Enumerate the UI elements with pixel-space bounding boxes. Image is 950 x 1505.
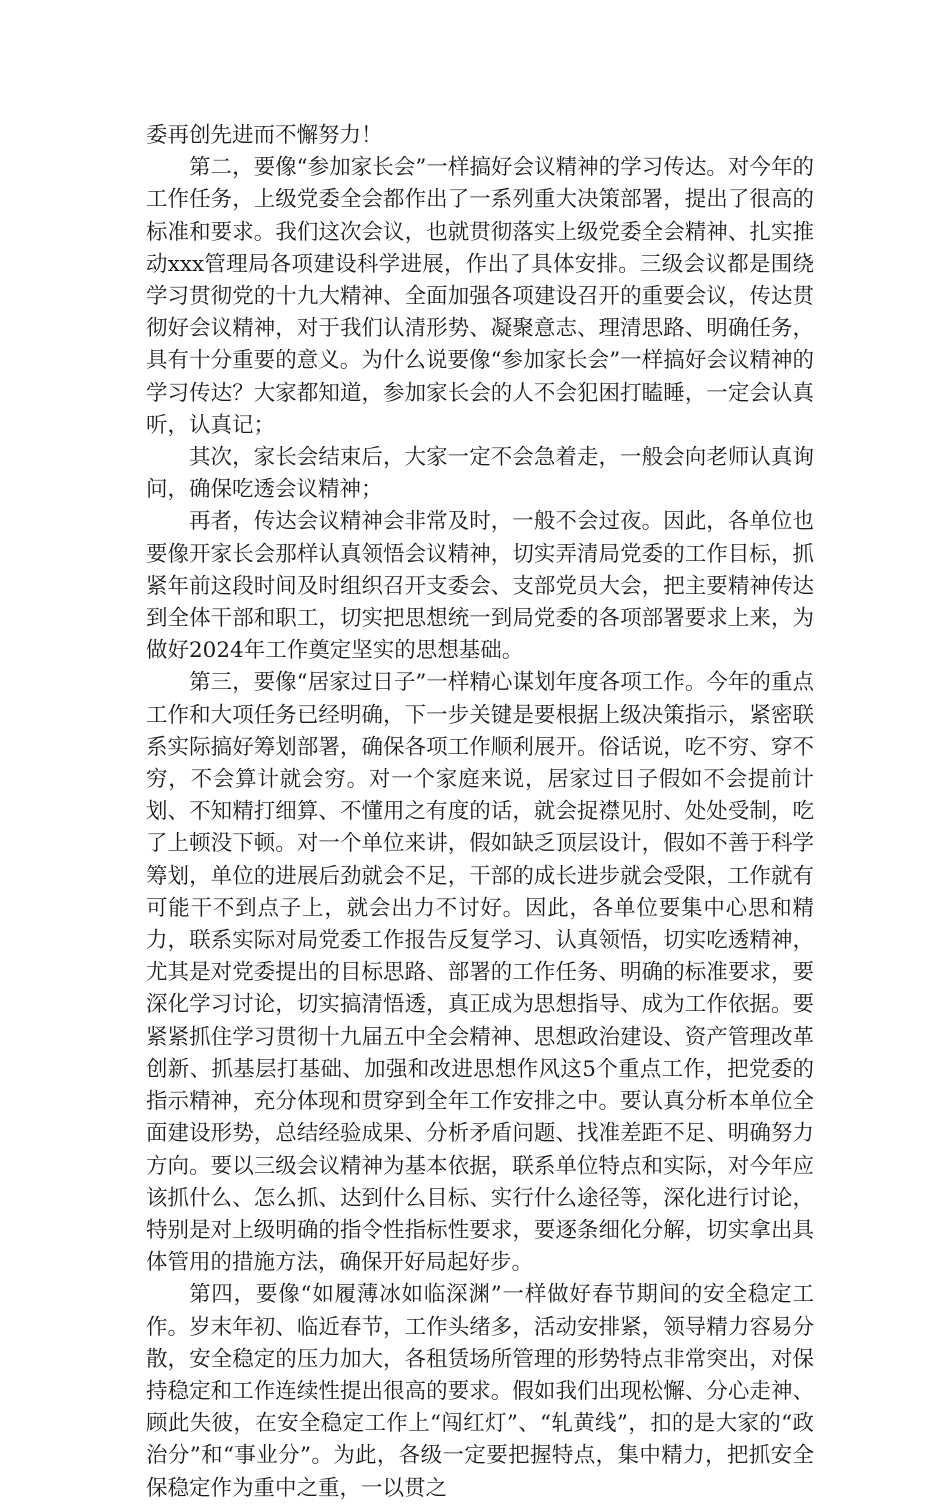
paragraph-furthermore: 再者，传达会议精神会非常及时，一般不会过夜。因此，各单位也要像开家长会那样认真领悟会议精神，切实弄清局党委的工作目标，抓紧年前这段时间及时组织召开支委会、支部党员大会，把主要精神传达到全体干部和职工，切实把思想统一到局党委的各项部署要求上来，为做好2024年工作奠定坚实的思想基础。 xyxy=(146,509,814,664)
paragraph-third-point: 第三，要像“居家过日子”一样精心谋划年度各项工作。今年的重点工作和大项任务已经明确，下一步关键是要根据上级决策指示，紧密联系实际搞好筹划部署，确保各项工作顺利展开。俗话说，吃不穷、穿不穷，不会算计就会穷。对一个家庭来说，居家过日子假如不会提前计划、不知精打细算、不懂用之有度的话，就会捉襟见肘、处处受制，吃了上顿没下顿。对一个单位来讲，假如缺乏顶层设计，假如不善于科学筹划，单位的进展后劲就会不足，干部的成长进步就会受限，工作就有可能干不到点子上，就会出力不讨好。因此，各单位要集中心思和精力，联系实际对局党委工作报告反复学习、认真领悟，切实吃透精神，尤其是对党委提出的目标思路、部署的工作任务、明确的标准要求，要深化学习讨论，切实搞清悟透，真正成为思想指导、成为工作依据。要紧紧抓住学习贯彻十九届五中全会精神、思想政治建设、资产管理改革创新、抓基层打基础、加强和改进思想作风这5个重点工作，把党委的指示精神，充分体现和贯穿到全年工作安排之中。要认真分析本单位全面建设形势，总结经验成果、分析矛盾问题、找准差距不足、明确努力方向。要以三级会议精神为基本依据，联系单位特点和实际，对今年应该抓什么、怎么抓、达到什么目标、实行什么途径等，深化进行讨论，特别是对上级明确的指令性指标性要求，要逐条细化分解，切实拿出具体管用的措施方法，确保开好局起好步。 xyxy=(146,670,814,1276)
paragraph-second-point: 第二，要像“参加家长会”一样搞好会议精神的学习传达。对今年的工作任务，上级党委全会都作出了一系列重大决策部署，提出了很高的标准和要求。我们这次会议，也就贯彻落实上级党委全会精神、扎实推动xxx管理局各项建设科学进展，作出了具体安排。三级会议都是围绕学习贯彻党的十九大精神、全面加强各项建设召开的重要会议，传达贯彻好会议精神，对于我们认清形势、凝聚意志、理清思路、明确任务，具有十分重要的意义。为什么说要像“参加家长会”一样搞好会议精神的学习传达？大家都知道，参加家长会的人不会犯困打瞌睡，一定会认真听，认真记； xyxy=(146,155,814,438)
paragraph-continuation: 委再创先进而不懈努力！ xyxy=(146,123,383,148)
paragraph-secondly: 其次，家长会结束后，大家一定不会急着走，一般会向老师认真询问，确保吃透会议精神； xyxy=(146,445,814,503)
paragraph-fourth-point: 第四，要像“如履薄冰如临深渊”一样做好春节期间的安全稳定工作。岁末年初、临近春节，工作头绪多，活动安排紧，领导精力容易分散，安全稳定的压力加大，各租赁场所管理的形势特点非常突出，对保持稳定和工作连续性提出很高的要求。假如我们出现松懈、分心走神、顾此失彼，在安全稳定工作上“闯红灯”、“轧黄线”，扣的是大家的“政治分”和“事业分”。为此，各级一定要把握特点，集中精力，把抓安全保稳定作为重中之重，一以贯之 xyxy=(146,1282,814,1501)
document-body xyxy=(146,120,814,1505)
